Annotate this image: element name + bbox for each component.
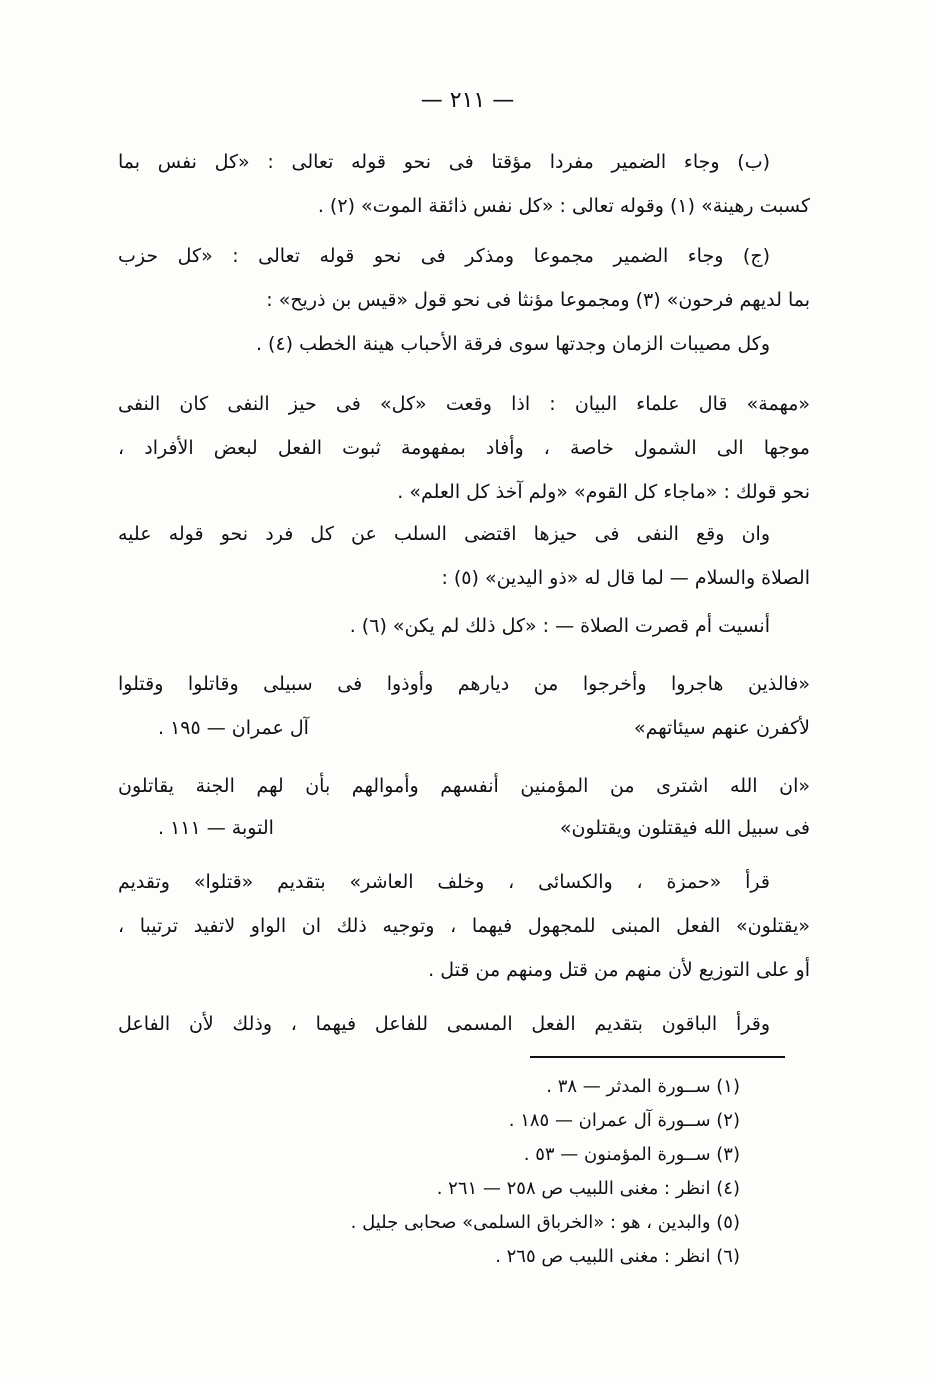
quote-reference: آل عمران — ١٩٥ . [158, 717, 309, 739]
footnote-4: (٤) انظر : مغنى اللبيب ص ٢٥٨ — ٢٦١ . [436, 1178, 740, 1199]
quran-quote-1-end [118, 706, 810, 750]
page-number: — ٢١١ — [420, 88, 515, 113]
quote-reference: التوبة — ١١١ . [158, 817, 274, 839]
text-line: «ان الله اشترى من المؤمنين أنفسهم وأموالهم بأن لهم الجنة يقاتلون [118, 775, 810, 797]
text-line: «يقتلون» الفعل المبنى للمجهول فيهما ، وتوجيه ذلك ان الواو لاتفيد ترتيبا ، [118, 915, 810, 937]
text-line: بما لديهم فرحون» (٣) ومجموعا مؤنثا فى نحو قول «قيس بن ذريح» : [266, 289, 810, 311]
footnote-6: (٦) انظر : مغنى اللبيب ص ٢٦٥ . [495, 1246, 740, 1267]
footnote-divider [530, 1056, 785, 1058]
quran-quote-1 [118, 662, 810, 706]
footnote-2: (٢) ســورة آل عمران — ١٨٥ . [508, 1110, 740, 1131]
footnote-3: (٣) ســورة المؤمنون — ٥٣ . [523, 1144, 740, 1165]
poetry-verse [118, 322, 810, 366]
text-line: «مهمة» قال علماء البيان : اذا وقعت «كل» فى حيز النفى كان النفى [118, 393, 810, 415]
verse-text: وكل مصيبات الزمان وجدتها سوى فرقة الأحباب هينة الخطب (٤) . [255, 333, 770, 355]
text-line: «فالذين هاجروا وأخرجوا من ديارهم وأوذوا فى سبيلى وقاتلوا وقتلوا [118, 673, 810, 695]
footnote-5: (٥) والبدين ، هو : «الخرباق السلمى» صحابى جليل . [350, 1212, 740, 1233]
text-line: قرأ «حمزة ، والكسائى ، وخلف العاشر» بتقديم «قتلوا» وتقديم [118, 871, 770, 893]
text-line: وان وقع النفى فى حيزها اقتضى السلب عن كل فرد نحو قوله عليه [118, 523, 770, 545]
text-line: أو على التوزيع لأن منهم من قتل ومنهم من قتل . [428, 959, 810, 981]
text-line: موجها الى الشمول خاصة ، وأفاد بمفهومة ثبوت الفعل لبعض الأفراد ، [118, 437, 810, 459]
quote-text: لأكفرن عنهم سيئاتهم» [634, 717, 810, 739]
hadith-text: أنسيت أم قصرت الصلاة — : «كل ذلك لم يكن» (٦) . [349, 615, 770, 637]
paragraph-nafy [118, 512, 810, 600]
text-line: (ب) وجاء الضمير مفردا مؤقتا فى نحو قوله تعالى : «كل نفس بما [118, 151, 770, 173]
paragraph-j [118, 234, 810, 322]
text-line: وقرأ الباقون بتقديم الفعل المسمى للفاعل فيهما ، وذلك لأن الفاعل [118, 1013, 770, 1035]
quran-quote-2 [118, 764, 810, 808]
hadith-line [118, 604, 810, 648]
paragraph-muhimma [118, 382, 810, 514]
quote-text: فى سبيل الله فيقتلون ويقتلون» [559, 817, 810, 839]
paragraph-b [118, 140, 810, 228]
paragraph-qiraat [118, 860, 810, 992]
text-line: كسبت رهينة» (١) وقوله تعالى : «كل نفس ذائقة الموت» (٢) . [317, 195, 810, 217]
quran-quote-2-end [118, 806, 810, 850]
footnote-1: (١) ســورة المدثر — ٣٨ . [546, 1076, 740, 1097]
text-line: الصلاة والسلام — لما قال له «ذو اليدين» (٥) : [441, 567, 810, 589]
text-line: (ج) وجاء الضمير مجموعا ومذكر فى نحو قوله تعالى : «كل حزب [118, 245, 770, 267]
text-line: نحو قولك : «ماجاء كل القوم» «ولم آخذ كل العلم» . [397, 481, 810, 503]
paragraph-baqun [118, 1002, 810, 1046]
footnotes [118, 1070, 740, 1274]
